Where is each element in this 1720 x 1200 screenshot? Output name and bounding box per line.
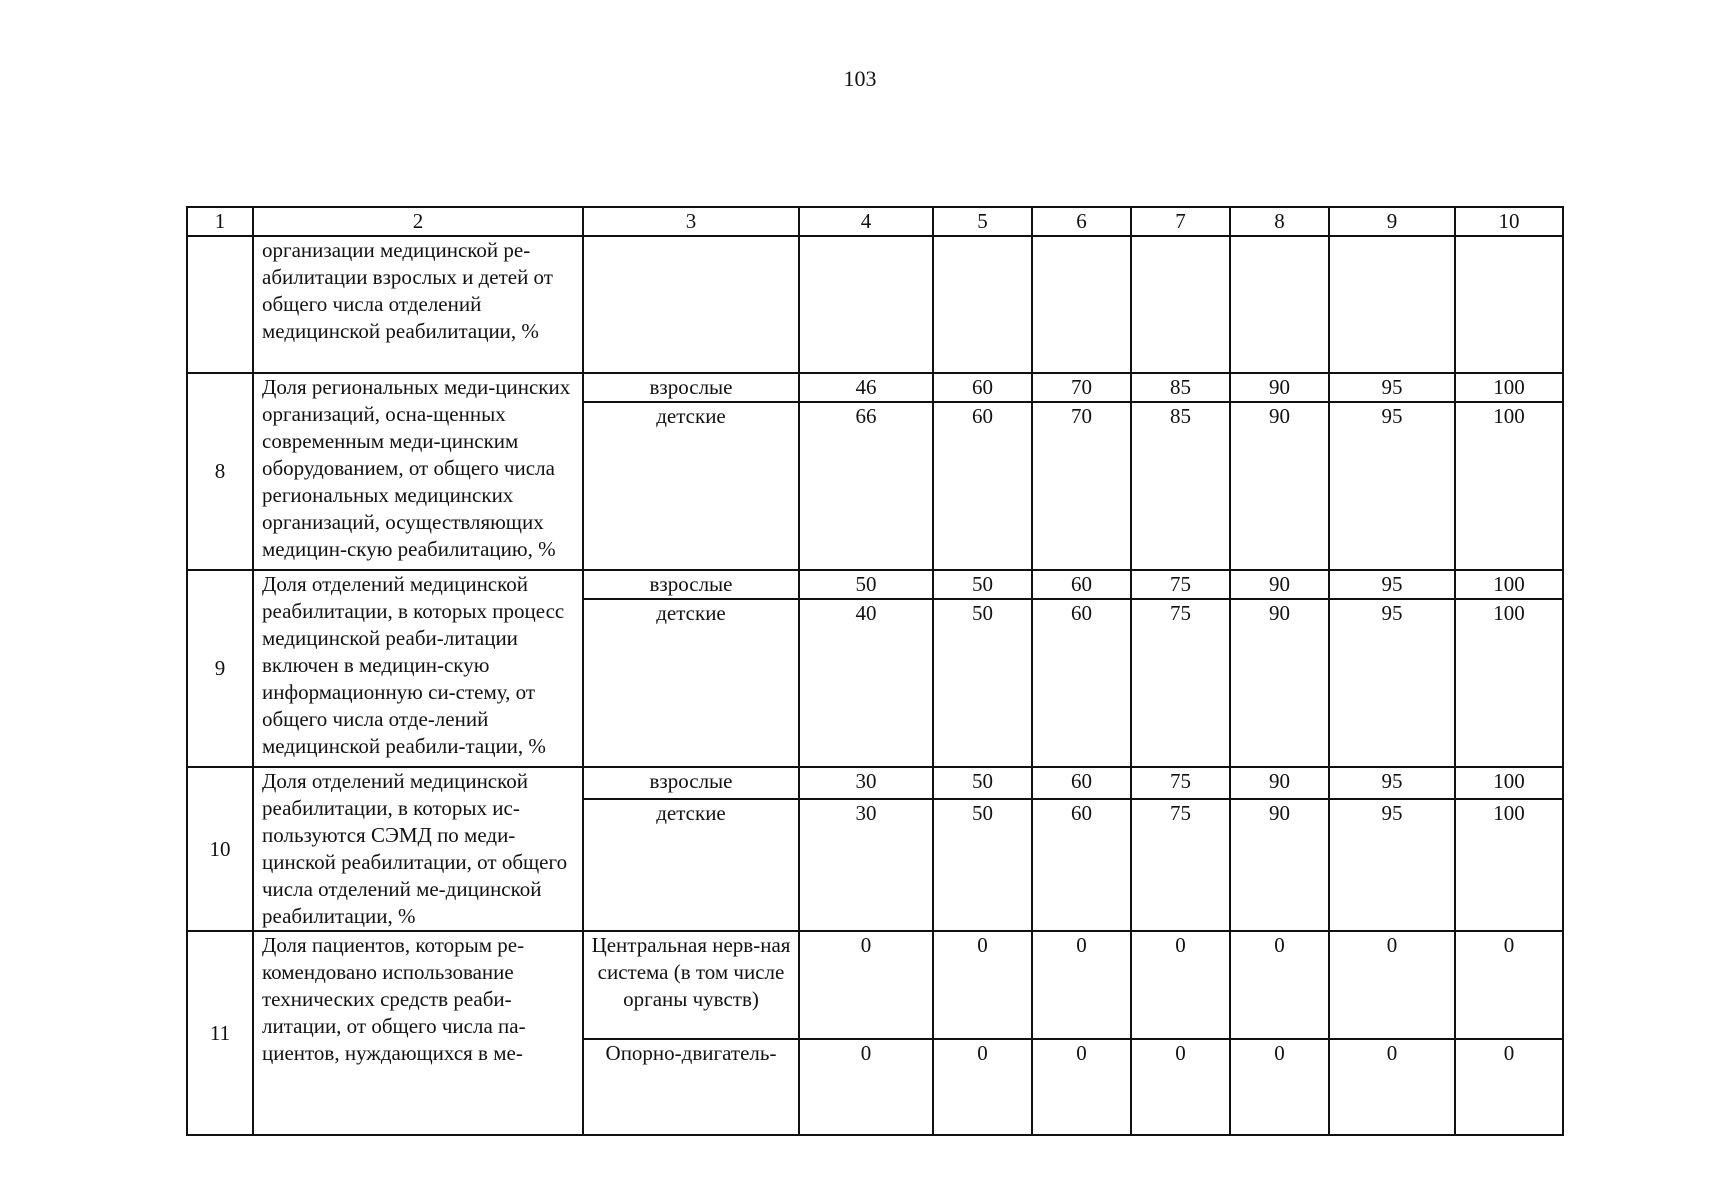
value-cell: 100: [1455, 767, 1563, 799]
value-cell: 0: [1329, 931, 1455, 1039]
indicators-table: [186, 206, 1564, 1136]
column-header: 5: [933, 207, 1032, 236]
value-cell: 60: [1032, 570, 1131, 599]
value-cell: 100: [1455, 402, 1563, 570]
value-cell: 60: [1032, 767, 1131, 799]
column-header: 8: [1230, 207, 1329, 236]
column-header: 6: [1032, 207, 1131, 236]
empty-cell: [799, 236, 933, 373]
row-number-cell: 10: [187, 767, 253, 931]
table-row: [187, 767, 1563, 799]
value-cell: 75: [1131, 799, 1230, 931]
table-row: [187, 570, 1563, 599]
column-header: 7: [1131, 207, 1230, 236]
indicator-description: Доля пациентов, которым ре-комендовано использование технических средств реаби-литации, от общего числа па-циентов, нуждающихся в ме-: [253, 931, 583, 1135]
indicator-description: Доля отделений медицинской реабилитации, в которых процесс медицинской реаби-литации включен в медицин-скую информационную си-стему, от общего числа отде-лений медицинской реабили-тации, %: [253, 570, 583, 767]
value-cell: 30: [799, 767, 933, 799]
empty-cell: [1455, 236, 1563, 373]
column-header: 4: [799, 207, 933, 236]
row-number-cell: 11: [187, 931, 253, 1135]
value-cell: 75: [1131, 767, 1230, 799]
value-cell: 85: [1131, 402, 1230, 570]
category-cell: детские: [583, 799, 799, 931]
value-cell: 90: [1230, 599, 1329, 767]
value-cell: 30: [799, 799, 933, 931]
value-cell: 70: [1032, 402, 1131, 570]
value-cell: 95: [1329, 599, 1455, 767]
category-cell: Центральная нерв-ная система (в том числе органы чувств): [583, 931, 799, 1039]
value-cell: 46: [799, 373, 933, 402]
value-cell: 0: [1230, 1039, 1329, 1135]
value-cell: 100: [1455, 599, 1563, 767]
value-cell: 60: [933, 373, 1032, 402]
value-cell: 90: [1230, 799, 1329, 931]
column-header: 1: [187, 207, 253, 236]
column-header: 10: [1455, 207, 1563, 236]
value-cell: 95: [1329, 570, 1455, 599]
empty-cell: [583, 236, 799, 373]
column-header: 3: [583, 207, 799, 236]
value-cell: 66: [799, 402, 933, 570]
table-row: [187, 931, 1563, 1039]
value-cell: 95: [1329, 402, 1455, 570]
empty-cell: [1032, 236, 1131, 373]
category-cell: детские: [583, 599, 799, 767]
category-cell: взрослые: [583, 767, 799, 799]
table-row: [187, 236, 1563, 373]
value-cell: 100: [1455, 799, 1563, 931]
value-cell: 75: [1131, 570, 1230, 599]
value-cell: 40: [799, 599, 933, 767]
category-cell: Опорно-двигатель-: [583, 1039, 799, 1135]
column-header: 9: [1329, 207, 1455, 236]
empty-cell: [1131, 236, 1230, 373]
table-row: [187, 373, 1563, 402]
empty-cell: [1230, 236, 1329, 373]
empty-cell: [1329, 236, 1455, 373]
value-cell: 0: [933, 931, 1032, 1039]
value-cell: 95: [1329, 767, 1455, 799]
value-cell: 0: [1131, 931, 1230, 1039]
value-cell: 60: [1032, 799, 1131, 931]
value-cell: 0: [1455, 1039, 1563, 1135]
value-cell: 95: [1329, 799, 1455, 931]
value-cell: 90: [1230, 570, 1329, 599]
value-cell: 75: [1131, 599, 1230, 767]
indicator-description: организации медицинской ре-абилитации взрослых и детей от общего числа отделений медицинской реабилитации, %: [253, 236, 583, 373]
value-cell: 85: [1131, 373, 1230, 402]
indicator-description: Доля отделений медицинской реабилитации, в которых ис-пользуются СЭМД по меди-цинской реабилитации, от общего числа отделений ме-дицинской реабилитации, %: [253, 767, 583, 931]
column-number-header-row: [187, 207, 1563, 236]
page-number: 103: [843, 66, 877, 91]
value-cell: 70: [1032, 373, 1131, 402]
category-cell: взрослые: [583, 570, 799, 599]
value-cell: 95: [1329, 373, 1455, 402]
column-header: 2: [253, 207, 583, 236]
value-cell: 50: [799, 570, 933, 599]
value-cell: 100: [1455, 570, 1563, 599]
value-cell: 90: [1230, 767, 1329, 799]
row-number-cell: [187, 236, 253, 373]
row-number-cell: 8: [187, 373, 253, 570]
value-cell: 60: [933, 402, 1032, 570]
value-cell: 100: [1455, 373, 1563, 402]
value-cell: 0: [799, 1039, 933, 1135]
value-cell: 50: [933, 599, 1032, 767]
value-cell: 0: [799, 931, 933, 1039]
indicator-description: Доля региональных меди-цинских организаций, осна-щенных современным меди-цинским оборудованием, от общего числа региональных медицинских организаций, осуществляющих медицин-скую реабилитацию, %: [253, 373, 583, 570]
row-number-cell: 9: [187, 570, 253, 767]
empty-cell: [933, 236, 1032, 373]
value-cell: 0: [1032, 931, 1131, 1039]
value-cell: 0: [1032, 1039, 1131, 1135]
value-cell: 60: [1032, 599, 1131, 767]
category-cell: детские: [583, 402, 799, 570]
value-cell: 90: [1230, 402, 1329, 570]
value-cell: 90: [1230, 373, 1329, 402]
value-cell: 0: [1329, 1039, 1455, 1135]
value-cell: 0: [1230, 931, 1329, 1039]
value-cell: 50: [933, 767, 1032, 799]
value-cell: 50: [933, 570, 1032, 599]
category-cell: взрослые: [583, 373, 799, 402]
value-cell: 50: [933, 799, 1032, 931]
value-cell: 0: [1455, 931, 1563, 1039]
value-cell: 0: [933, 1039, 1032, 1135]
value-cell: 0: [1131, 1039, 1230, 1135]
